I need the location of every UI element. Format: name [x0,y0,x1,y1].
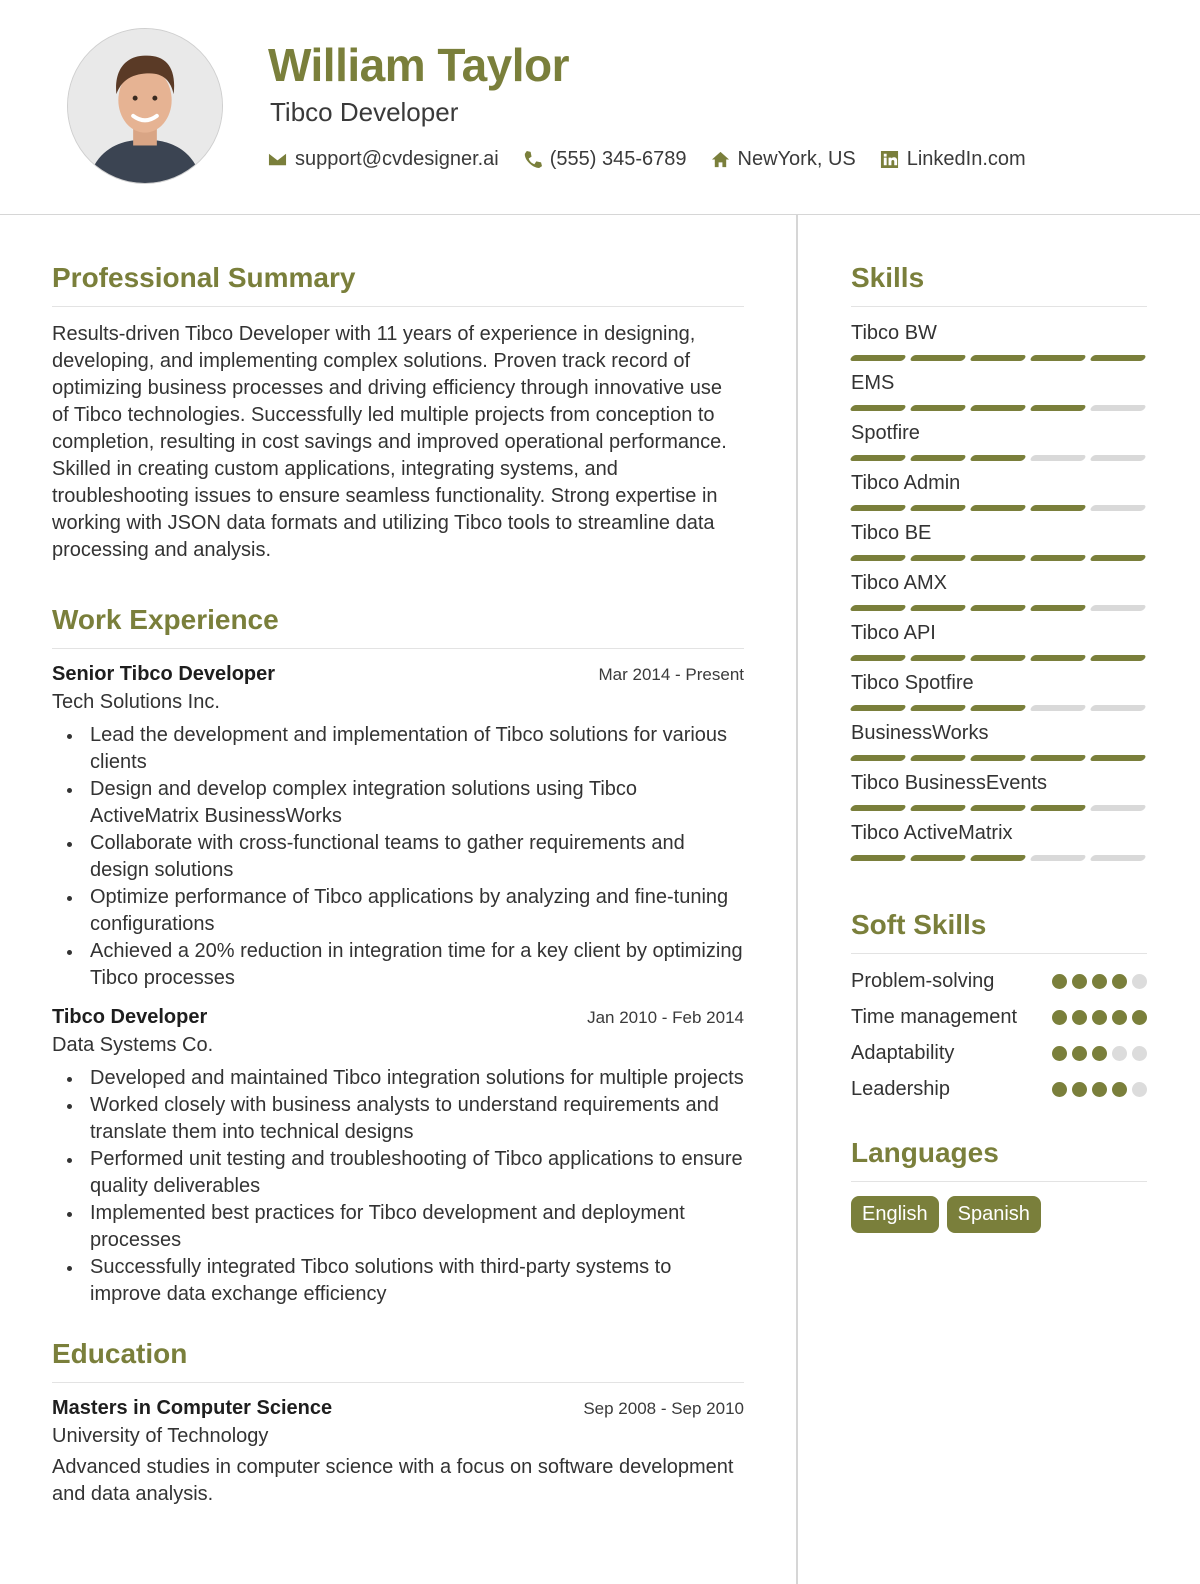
rating-dot [1072,1010,1087,1025]
skill-level-bar [851,555,1147,561]
languages-list [851,1196,1147,1233]
skill-level-segment [1029,855,1086,861]
skill-level-bar [851,805,1147,811]
skill-item [851,471,1147,521]
job-bullets [52,1065,744,1308]
skills-list [851,321,1147,871]
job-bullet: Worked closely with business analysts to understand requirements and translate them into technical designs [52,1092,744,1146]
skill-level-segment [969,555,1026,561]
profile-photo [67,28,223,184]
rating-dot [1132,1082,1147,1097]
resume-header [0,0,1200,215]
skill-level-segment [909,355,966,361]
skill-level-segment [969,355,1026,361]
skill-level-bar [851,405,1147,411]
skill-level-bar [851,505,1147,511]
skill-level-segment [909,705,966,711]
main-column [52,262,744,1508]
skill-level-bar [851,605,1147,611]
experience-section [52,604,744,1308]
skill-level-segment [849,555,906,561]
soft-skill-item [851,1004,1147,1031]
skill-level-segment [1029,805,1086,811]
job-company: Data Systems Co. [52,1034,214,1056]
skill-item [851,671,1147,721]
skill-name: BusinessWorks [851,722,989,744]
rating-dot [1052,1082,1067,1097]
contact-linkedin[interactable] [880,148,1026,171]
job-bullet: Lead the development and implementation of Tibco solutions for various clients [52,722,744,776]
education-description: Advanced studies in computer science with a focus on software development and data analysis. [52,1456,734,1505]
skill-level-segment [849,405,906,411]
skill-level-segment [969,705,1026,711]
avatar-illustration [68,29,222,183]
skill-name: Tibco Spotfire [851,672,974,694]
skill-level-segment [1029,655,1086,661]
skill-name: Tibco Admin [851,472,961,494]
skills-heading: Skills [851,262,1147,307]
skill-level-segment [1029,605,1086,611]
rating-dot [1112,1046,1127,1061]
skill-level-segment [969,455,1026,461]
summary-heading: Professional Summary [52,262,744,307]
contact-email-text: support@cvdesigner.ai [295,148,499,170]
skill-level-segment [849,755,906,761]
skill-name: Tibco API [851,622,936,644]
job-bullet: Collaborate with cross-functional teams to gather requirements and design solutions [52,830,744,884]
job-title: Tibco Developer [52,1006,208,1028]
skill-level-segment [1089,455,1146,461]
summary-text: Results-driven Tibco Developer with 11 years of experience in designing, developing, and implementing complex solutions. Proven track record of optimizing business processes and driving efficiency through innovative use of Tibco technologies. Successfully led multiple projects from conception to completion, resulting in cost savings and improved operational performance. Skilled in creating custom applications, integrating systems, and troubleshooting issues to ensure seamless functionality. Strong expertise in working with JSON data formats and utilizing Tibco tools to streamline data processing and analysis. [52,323,727,561]
linkedin-icon [880,150,899,169]
contact-linkedin-text: LinkedIn.com [906,148,1026,170]
skill-level-segment [909,805,966,811]
skill-level-segment [969,655,1026,661]
phone-icon [523,150,542,169]
skill-level-bar [851,705,1147,711]
skill-level-segment [1089,405,1146,411]
skill-name: Tibco BW [851,322,937,344]
job-title: Senior Tibco Developer [52,663,276,685]
job-bullet: Implemented best practices for Tibco development and deployment processes [52,1200,744,1254]
job-bullet: Design and develop complex integration solutions using Tibco ActiveMatrix BusinessWorks [52,776,744,830]
skill-item [851,371,1147,421]
skill-item [851,721,1147,771]
job-dates: Jan 2010 - Feb 2014 [587,1008,744,1027]
sidebar-column [851,262,1147,1233]
soft-skill-name: Time management [851,1006,1017,1028]
rating-dot [1132,1010,1147,1025]
languages-heading: Languages [851,1137,1147,1182]
soft-skill-name: Problem-solving [851,970,995,992]
rating-dot [1072,974,1087,989]
skill-level-segment [909,755,966,761]
skill-name: Tibco BE [851,522,932,544]
candidate-name: William Taylor [268,39,570,91]
soft-skill-name: Adaptability [851,1042,955,1064]
skill-level-segment [1089,855,1146,861]
skill-level-segment [1029,505,1086,511]
rating-dot [1112,1010,1127,1025]
skill-level-segment [909,655,966,661]
skill-level-segment [969,855,1026,861]
skill-level-segment [1089,805,1146,811]
rating-dot [1052,1010,1067,1025]
skill-level-segment [1089,705,1146,711]
skill-level-segment [1029,355,1086,361]
skill-level-segment [909,455,966,461]
skill-level-segment [849,805,906,811]
education-section [52,1338,744,1508]
skill-level-segment [909,855,966,861]
soft-skill-item [851,1076,1147,1103]
skill-level-segment [1029,405,1086,411]
rating-dot [1092,1082,1107,1097]
contact-bar [268,148,1050,171]
skill-level-segment [849,655,906,661]
summary-section [52,262,744,564]
soft-skills-section [851,909,1147,1103]
job-bullet: Achieved a 20% reduction in integration time for a key client by optimizing Tibco processes [52,938,744,992]
skill-level-segment [1089,505,1146,511]
skill-item [851,421,1147,471]
skill-item [851,621,1147,671]
skill-name: Tibco BusinessEvents [851,772,1048,794]
skill-level-bar [851,855,1147,861]
soft-skill-item [851,1040,1147,1067]
skill-level-segment [1089,355,1146,361]
job-entry [52,663,744,992]
soft-skill-rating [1052,1010,1147,1025]
skill-level-bar [851,355,1147,361]
job-bullets [52,722,744,992]
skill-level-segment [909,555,966,561]
skill-level-segment [969,405,1026,411]
job-bullet: Developed and maintained Tibco integration solutions for multiple projects [52,1065,744,1092]
skill-level-segment [969,755,1026,761]
skill-level-segment [1089,655,1146,661]
skill-item [851,821,1147,871]
rating-dot [1092,1010,1107,1025]
skill-level-bar [851,455,1147,461]
skill-level-bar [851,655,1147,661]
skills-section [851,262,1147,871]
column-divider [796,215,798,1584]
skill-level-segment [909,605,966,611]
skill-level-segment [1089,555,1146,561]
soft-skill-rating [1052,974,1147,989]
skill-level-segment [969,605,1026,611]
skill-level-segment [909,505,966,511]
rating-dot [1112,1082,1127,1097]
contact-location [711,148,856,171]
rating-dot [1112,974,1127,989]
soft-skills-list [851,968,1147,1103]
degree-title: Masters in Computer Science [52,1397,333,1419]
rating-dot [1132,974,1147,989]
skill-item [851,321,1147,371]
home-icon [711,150,730,169]
rating-dot [1072,1082,1087,1097]
skill-name: Tibco ActiveMatrix [851,822,1013,844]
soft-skill-rating [1052,1046,1147,1061]
skill-level-segment [969,805,1026,811]
job-dates: Mar 2014 - Present [598,665,744,684]
rating-dot [1092,974,1107,989]
skill-level-segment [849,505,906,511]
candidate-title: Tibco Developer [270,97,459,127]
rating-dot [1052,974,1067,989]
job-entry [52,1006,744,1308]
job-company: Tech Solutions Inc. [52,691,220,713]
skill-name: Tibco AMX [851,572,947,594]
skill-level-segment [1029,755,1086,761]
contact-phone-text: (555) 345-6789 [549,148,687,170]
education-heading: Education [52,1338,744,1383]
rating-dot [1052,1046,1067,1061]
skill-level-segment [1089,605,1146,611]
education-entry [52,1397,744,1508]
soft-skill-item [851,968,1147,995]
envelope-icon [268,150,287,169]
rating-dot [1092,1046,1107,1061]
languages-section [851,1137,1147,1233]
skill-level-segment [969,505,1026,511]
language-badge: English [851,1196,939,1233]
skill-item [851,771,1147,821]
experience-heading: Work Experience [52,604,744,649]
skill-level-segment [849,455,906,461]
school-name: University of Technology [52,1425,269,1447]
soft-skill-rating [1052,1082,1147,1097]
soft-skills-heading: Soft Skills [851,909,1147,954]
skill-item [851,571,1147,621]
contact-phone[interactable] [523,148,687,171]
skill-level-segment [909,405,966,411]
skill-level-segment [849,605,906,611]
skill-level-segment [849,855,906,861]
job-bullet: Successfully integrated Tibco solutions with third-party systems to improve data exchange efficiency [52,1254,744,1308]
skill-level-segment [1029,705,1086,711]
rating-dot [1132,1046,1147,1061]
education-dates: Sep 2008 - Sep 2010 [583,1399,744,1418]
soft-skill-name: Leadership [851,1078,950,1100]
language-badge: Spanish [947,1196,1041,1233]
skill-level-segment [1029,555,1086,561]
job-bullet: Optimize performance of Tibco applications by analyzing and fine-tuning configurations [52,884,744,938]
contact-location-text: NewYork, US [737,148,856,170]
rating-dot [1072,1046,1087,1061]
skill-level-segment [1089,755,1146,761]
contact-email[interactable] [268,148,499,171]
job-bullet: Performed unit testing and troubleshooting of Tibco applications to ensure quality deliverables [52,1146,744,1200]
skill-name: EMS [851,372,895,394]
skill-item [851,521,1147,571]
skill-level-segment [849,355,906,361]
skill-level-bar [851,755,1147,761]
skill-level-segment [849,705,906,711]
skill-level-segment [1029,455,1086,461]
skill-name: Spotfire [851,422,920,444]
